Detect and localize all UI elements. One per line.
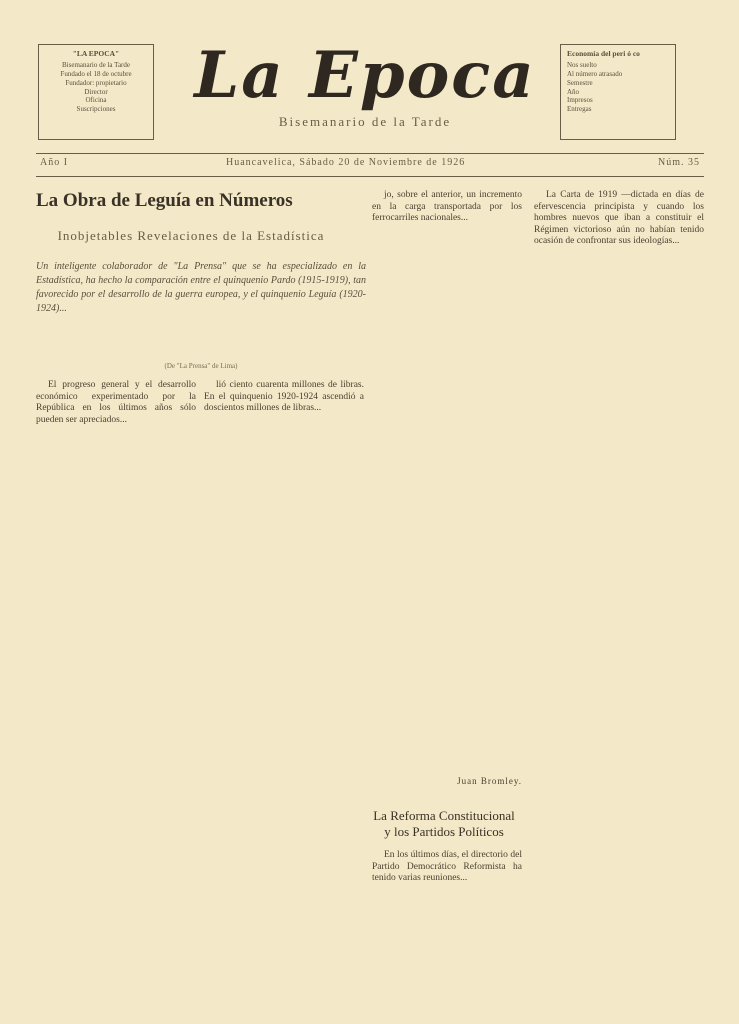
subscription-line: Suscripciones [76, 105, 116, 114]
article-signature: Juan Bromley. [457, 776, 522, 786]
issue-number: Núm. 35 [658, 157, 700, 168]
subscription-line: Oficina [85, 96, 107, 105]
article-paragraph: jo, sobre el anterior, un incremento en la carga transportada por los ferrocarriles nacionales... [372, 190, 522, 224]
subscription-box [38, 44, 154, 140]
article-paragraph: En los últimos días, el directorio del Partido Democrático Reformista ha tenido varias reuniones... [372, 850, 522, 884]
rule-top [36, 153, 704, 154]
article-column-3 [372, 190, 522, 227]
newspaper-logo: La Epoca [194, 38, 536, 113]
pricing-line: Nos suelto [567, 61, 597, 70]
subscription-line: Fundador: propietario [65, 78, 127, 87]
pricing-line: Al número atrasado [567, 70, 623, 79]
second-article-title: La Reforma Constitucional y los Partidos Políticos [373, 808, 515, 839]
issue-year: Año I [40, 157, 69, 168]
pricing-box [560, 44, 676, 140]
subscription-box-title: "LA EPOCA" [72, 49, 120, 58]
article-subheadline: Inobjetables Revelaciones de la Estadística [57, 228, 325, 243]
article-credit: (De "La Prensa" de Lima) [164, 362, 238, 370]
dateline [36, 157, 704, 173]
subscription-line: Fundado el 18 de octubre [60, 70, 132, 79]
article-column-1 [36, 380, 196, 428]
issue-date: Huancavelica, Sábado 20 de Noviembre de 1926 [226, 157, 466, 168]
second-article-body [372, 850, 522, 887]
article-column-2 [204, 380, 364, 417]
article-intro: Un inteligente colaborador de "La Prensa" que se ha especializado en la Estadística, ha hecho la comparación entre el quinquenio Pardo (1915-1919), tan favorecido por el desarrollo de la guerra europea, y el quinquenio Leguía (1920-1924)... [36, 261, 366, 314]
article-paragraph: lió ciento cuarenta millones de libras. En el quinquenio 1920-1924 ascendió a doscientos millones de libras... [204, 380, 364, 414]
article-paragraph: La Carta de 1919 —dictada en días de efervescencia principista y cuando los hombres nuevos que iban a constituir el Régimen victorioso aún no habían tenido ocasión de confrontar sus ideologías... [534, 190, 704, 247]
pricing-line: Entregas [567, 105, 592, 114]
article-paragraph: El progreso general y el desarrollo económico experimentado por la República en los últimos años sólo pueden ser apreciados... [36, 380, 196, 425]
pricing-line: Semestre [567, 78, 593, 87]
pricing-box-title: Economía del peri ó co [567, 49, 640, 58]
subscription-line: Director [84, 87, 108, 96]
article-headline: La Obra de Leguía en Números [36, 190, 293, 211]
pricing-line: Impresos [567, 96, 593, 105]
subscription-line: Bisemanario de la Tarde [62, 61, 130, 70]
third-article-body [534, 190, 704, 250]
masthead [180, 38, 550, 130]
rule-bottom [36, 176, 704, 177]
pricing-line: Año [567, 87, 580, 96]
newspaper-tagline: Bisemanario de la Tarde [278, 114, 452, 129]
